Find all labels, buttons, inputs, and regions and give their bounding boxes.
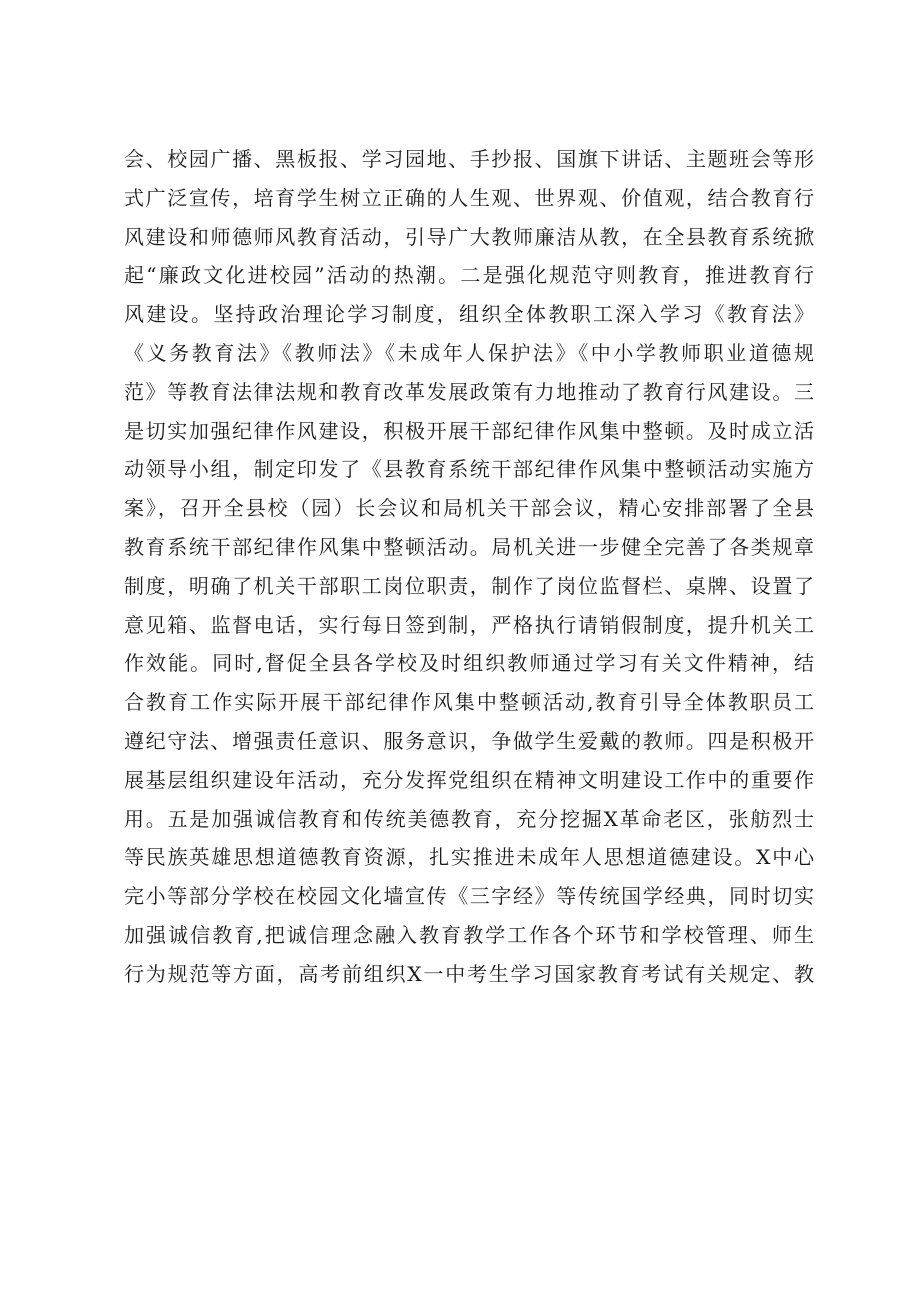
text-line: 教育系统干部纪律作风集中整顿活动。局机关进一步健全完善了各类规章 — [124, 534, 814, 559]
text-line: 范》等教育法律法规和教育改革发展政策有力地推动了教育行风建设。三 — [124, 379, 814, 404]
text-line: 动领导小组，制定印发了《县教育系统干部纪律作风集中整顿活动实施方 — [124, 457, 814, 482]
text-line: 案》，召开全县校（园）长会议和局机关干部会议，精心安排部署了全县 — [124, 496, 814, 521]
text-line: 加强诚信教育,把诚信理念融入教育教学工作各个环节和学校管理、师生 — [124, 922, 814, 947]
text-line: 作效能。同时,督促全县各学校及时组织教师通过学习有关文件精神，结 — [124, 651, 814, 676]
text-line: 完小等部分学校在校园文化墙宣传《三字经》等传统国学经典，同时切实 — [124, 884, 814, 909]
text-line: 展基层组织建设年活动，充分发挥党组织在精神文明建设工作中的重要作 — [124, 767, 814, 792]
text-line: 行为规范等方面，高考前组织X一中考生学习国家教育考试有关规定、教 — [124, 961, 814, 986]
text-line: 风建设和师德师风教育活动，引导广大教师廉洁从教，在全县教育系统掀 — [124, 224, 814, 249]
text-line: 《义务教育法》《教师法》《未成年人保护法》《中小学教师职业道德规 — [124, 340, 814, 365]
body-paragraph — [124, 140, 814, 994]
text-line: 会、校园广播、黑板报、学习园地、手抄报、国旗下讲话、主题班会等形 — [124, 147, 814, 171]
text-line: 遵纪守法、增强责任意识、服务意识，争做学生爱戴的教师。四是积极开 — [124, 728, 814, 753]
text-line: 合教育工作实际开展干部纪律作风集中整顿活动,教育引导全体教职员工 — [124, 690, 814, 715]
text-line: 等民族英雄思想道德教育资源，扎实推进未成年人思想道德建设。X中心 — [124, 845, 814, 870]
text-line: 用。五是加强诚信教育和传统美德教育，充分挖掘X革命老区，张舫烈士 — [124, 806, 814, 831]
text-line: 是切实加强纪律作风建设，积极开展干部纪律作风集中整顿。及时成立活 — [124, 418, 814, 443]
text-line: 起“廉政文化进校园”活动的热潮。二是强化规范守则教育，推进教育行 — [124, 263, 814, 288]
text-line: 制度，明确了机关干部职工岗位职责，制作了岗位监督栏、桌牌、设置了 — [124, 573, 814, 598]
text-line: 风建设。坚持政治理论学习制度，组织全体教职工深入学习《教育法》 — [124, 302, 814, 327]
text-line: 意见箱、监督电话，实行每日签到制，严格执行请销假制度，提升机关工 — [124, 612, 814, 637]
text-line: 式广泛宣传，培育学生树立正确的人生观、世界观、价值观，结合教育行 — [124, 185, 814, 210]
